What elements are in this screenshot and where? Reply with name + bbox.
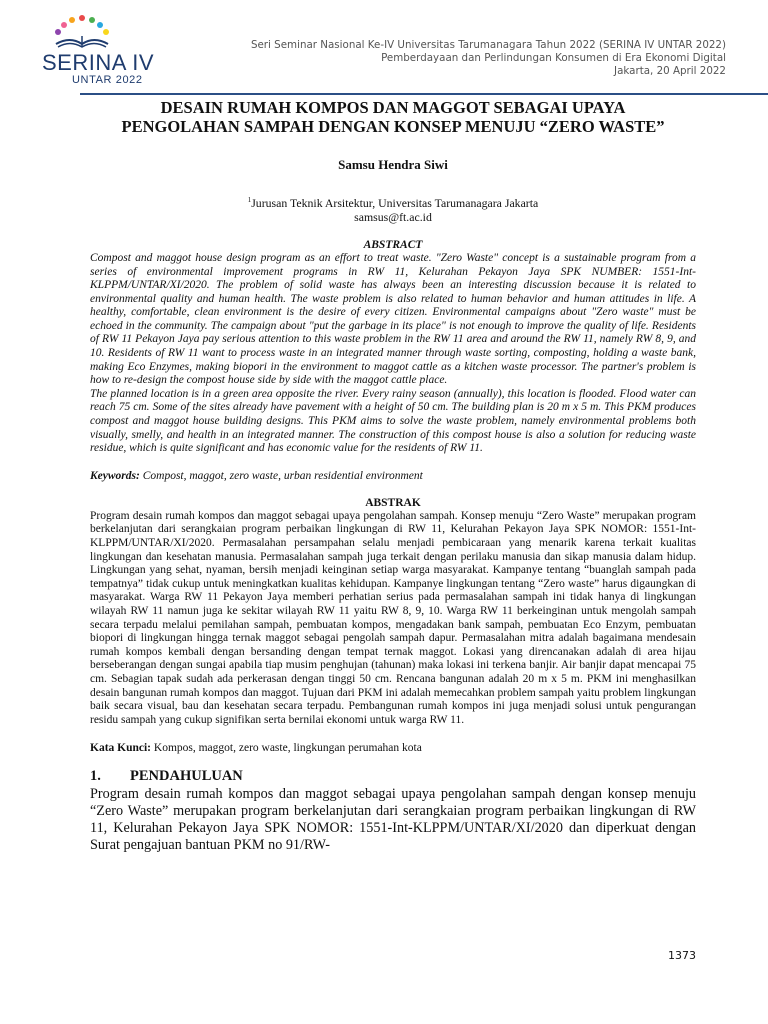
seminar-info <box>251 39 726 78</box>
keywords-value: Compost, maggot, zero waste, urban residential environment <box>142 469 423 482</box>
serina-logo <box>30 14 180 84</box>
abstract-body <box>90 252 696 456</box>
abstrak-body: Program desain rumah kompos dan maggot sebagai upaya pengolahan sampah. Konsep menuju “Zero Waste” merupakan program berkelanjutan dari serangkaian program perbaikan lingkungan di RW 11, Kelurahan Pekayon Jaya SPK NOMOR: 1551-Int-KLPPM/UNTAR/XI/2020. Permasalahan persampahan selalu menjadi pembicaraan yang menarik karena terkait kualitas lingkungan dan kesehatan manusia. Permasalahan sampah juga terkait dengan perilaku manusia dan sikap manusia dalam hidup. Lingkungan yang sehat, nyaman, bersih menjadi keinginan setiap warga masyarakat. Kampanye tentang “buanglah sampah pada tempatnya” tidak cukup untuk meningkatkan kualitas kehidupan. Kampanye lingkungan tentang “Zero waste” harus digaungkan di masyarakat. Warga RW 11 Pekayon Jaya memberi perhatian serius pada permasalahan sampah ini tidak hanya di lingkungan wilayah RW 11 namun juga ke sekitar wilayah RW 11 yaitu RW 8, 9, 10. Warga RW 11 berkeinginan untuk mengolah sampah secara terpadu melalui pemilahan sampah, pembuatan kompos, mengadakan bank sampah, pembuatan Eco Enzym, pembuatan biopori di lingkungan hingga ternak maggot sebagai pengolah sampah dapur. Permasalahan mitra adalah bagaimana mendesain rumah kompos kembali dengan bersanding dengan tempat ternak maggot. Lokasi yang direncanakan adalah di area hijau berseberangan dengan sungai apabila tiap musim penghujan (tahunan) maka lokasi ini terkena banjir. Air banjir dapat mencapai 75 cm. Sebagian tapak sudah ada perkerasan dengan tinggi 50 cm. Rencana bangunan adalah 20 m x 5 m. PKM ini menghasilkan desain bangunan rumah kompos dan maggot. Tujuan dari PKM ini adalah memecahkan problem sampah yaitu problem lingkungan baik secara visual, bau dan kesehatan secara terpadu. Pembangunan rumah kompos ini juga menjadi solusi untuk pengurangan residu sampah yang cukup signifikan serta bernilai ekonomi untuk warga RW 11. <box>90 509 696 726</box>
seminar-title: Seri Seminar Nasional Ke-IV Universitas Tarumanagara Tahun 2022 (SERINA IV UNTAR 2022) <box>250 39 726 51</box>
seminar-date: Jakarta, 20 April 2022 <box>614 65 726 77</box>
abstract-paragraph-2: The planned location is in a green area opposite the river. Every rainy season (annually), this location is flooded. Flood water can reach 75 cm. Some of the sites already have pavement with a height of 50 cm. The building plan is 20 m x 5 m. This PKM produces compost and maggot house building designs. This PKM aims to solve the waste problem, namely environmental problems both visually, smelly, and health in an integrated manner. The construction of this compost house is also a solution for reducing waste residue, which is quite significant and has economic value for the residents of RW 11. <box>90 387 696 455</box>
logo-wordmark: SERINA IV <box>42 50 155 75</box>
section-heading <box>90 768 696 785</box>
header-rule <box>80 93 768 95</box>
intro-paragraph: Program desain rumah kompos dan maggot sebagai upaya pengolahan sampah dengan konsep menuju “Zero Waste” merupakan program berkelanjutan dari serangkaian program perbaikan lingkungan di RW 11, Kelurahan Pekayon Jaya SPK NOMOR: 1551-Int-KLPPM/UNTAR/XI/2020 dan diperkuat dengan Surat pengajuan bantuan PKM no 91/RW- <box>90 786 696 854</box>
paper-title <box>90 98 696 136</box>
author-name: Samsu Hendra Siwi <box>338 157 448 172</box>
title-line-2: PENGOLAHAN SAMPAH DENGAN KONSEP MENUJU “ZERO WASTE” <box>121 117 665 136</box>
kata-kunci-value: Kompos, maggot, zero waste, lingkungan perumahan kota <box>153 742 422 755</box>
paper-body <box>90 98 696 854</box>
abstract-paragraph-1: Compost and maggot house design program as an effort to treat waste. "Zero Waste" concept is a sustainable program from a series of environmental improvement programs in RW 11, Kelurahan Pekayon Jaya SPK NUMBER: 1551-Int-KLPPM/UNTAR/XI/2020. The problem of solid waste has always been an interesting discussion because it is related to environmental quality and human health. The waste problem is also related to human behavior and human attitudes in life. A healthy, comfortable, clean environment is the desire of every citizen. Environmental campaigns about "Zero waste" must be echoed in the community. The campaign about "put the garbage in its place" is not enough to improve the quality of life. Residents of RW 11 Pekayon Jaya pay serious attention to this waste problem in the RW 11 area and around the RW 11, namely RW 8, 9, and 10. Residents of RW 11 want to process waste in an integrated manner through waste sorting, composting, holding a waste bank, making Eco Enzymes, making biopori in the environment to maggot cattle as a kitchen waste processor. The partner's problem is how to re-design the compost house side by side with the maggot cattle place. <box>90 251 696 387</box>
book-dots-icon <box>50 14 114 48</box>
affiliation-marker: 1 <box>247 196 252 204</box>
title-line-1: DESAIN RUMAH KOMPOS DAN MAGGOT SEBAGAI UPAYA <box>160 98 626 117</box>
abstract-heading: ABSTRACT <box>363 238 423 251</box>
page-number: 1373 <box>668 949 696 962</box>
keywords <box>90 470 696 482</box>
section-number: 1. <box>90 768 101 785</box>
keywords-label: Keywords: <box>90 469 140 482</box>
page-header <box>0 0 768 96</box>
kata-kunci <box>90 742 696 754</box>
seminar-theme: Pemberdayaan dan Perlindungan Konsumen di Era Ekonomi Digital <box>381 52 726 64</box>
affiliation-block <box>90 193 696 224</box>
affiliation: Jurusan Teknik Arsitektur, Universitas Tarumanagara Jakarta <box>251 195 539 210</box>
kata-kunci-label: Kata Kunci: <box>90 742 152 755</box>
author-email[interactable]: samsus@ft.ac.id <box>354 209 432 224</box>
abstrak-heading: ABSTRAK <box>365 496 421 509</box>
logo-subtitle: UNTAR 2022 <box>72 74 143 86</box>
section-title: PENDAHULUAN <box>130 768 243 785</box>
